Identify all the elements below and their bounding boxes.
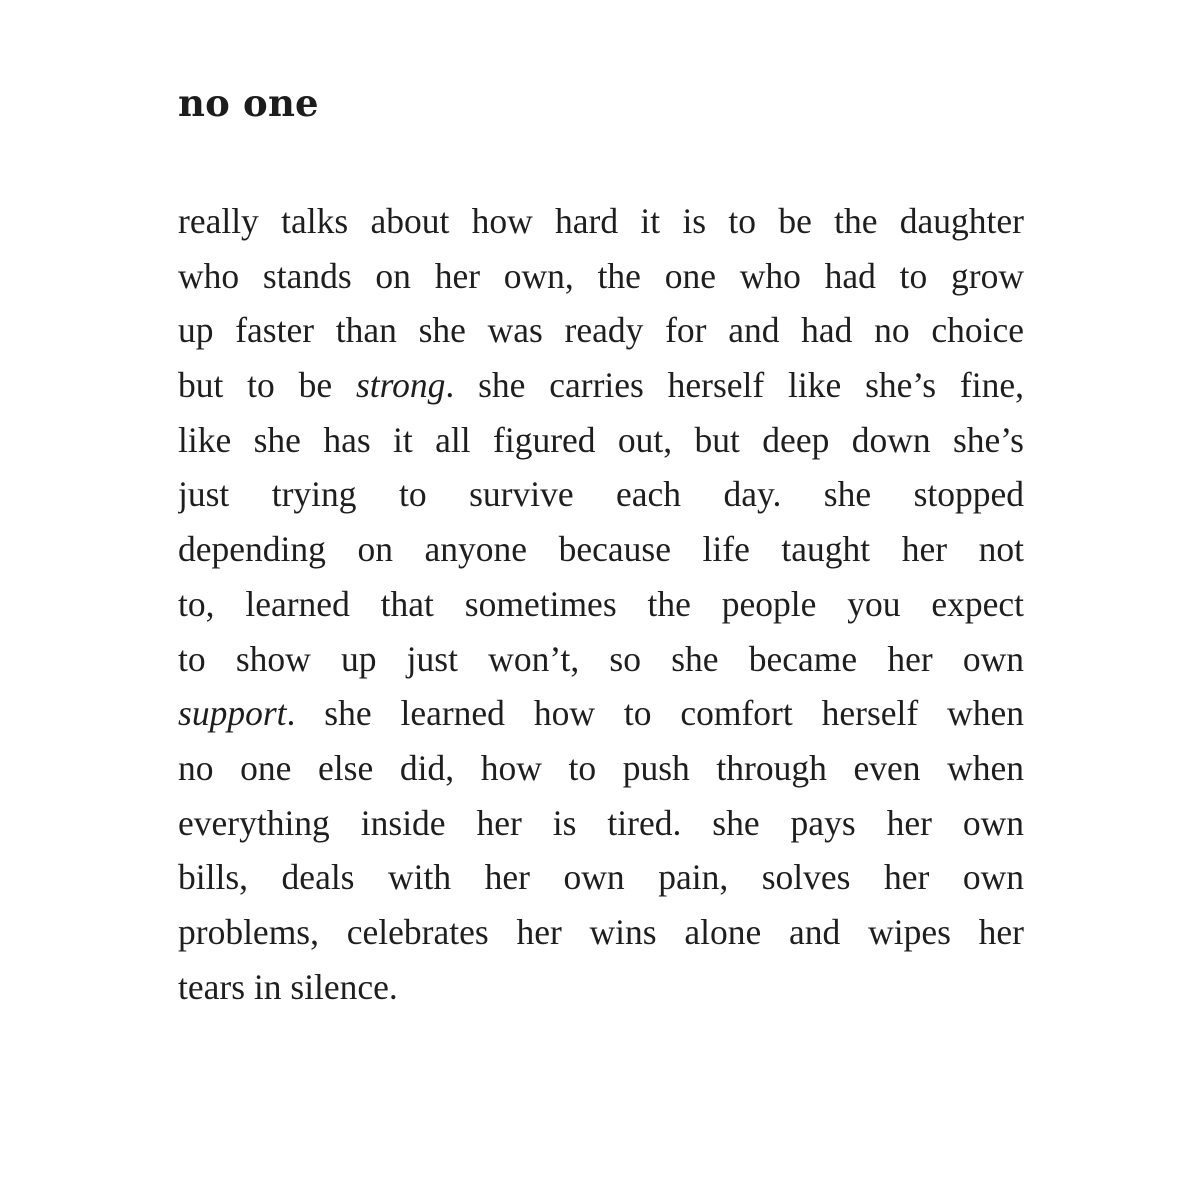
text-line: depending on anyone because life taught her not — [178, 529, 1024, 570]
text-segment: . she learned how to comfort herself when — [286, 693, 1024, 734]
emphasis-support: support — [178, 693, 287, 734]
text-line: up faster than she was ready for and had no choice — [178, 310, 1024, 351]
text-line: no one else did, how to push through even when — [178, 747, 1024, 788]
text-line: bills, deals with her own pain, solves her own — [178, 857, 1024, 898]
poem-body — [178, 194, 1024, 1014]
emphasis-strong: strong — [355, 365, 446, 406]
poem-title: no one — [178, 81, 319, 125]
text-line: problems, celebrates her wins alone and wipes her — [178, 911, 1024, 952]
text-segment: . she carries herself like she’s fine, — [445, 365, 1024, 406]
text-line — [178, 686, 1024, 741]
text-line-last: tears in silence. — [178, 966, 398, 1007]
text-line: really talks about how hard it is to be the daughter — [178, 201, 1024, 241]
text-segment: but to be — [178, 365, 356, 406]
text-line: just trying to survive each day. she stopped — [178, 474, 1024, 515]
text-line: to show up just won’t, so she became her own — [178, 638, 1024, 679]
text-line: like she has it all figured out, but deep down she’s — [178, 419, 1024, 460]
text-line: who stands on her own, the one who had to grow — [178, 255, 1024, 296]
text-line: to, learned that sometimes the people you expect — [178, 583, 1024, 624]
text-line: everything inside her is tired. she pays her own — [178, 802, 1024, 843]
text-line — [178, 358, 1024, 413]
